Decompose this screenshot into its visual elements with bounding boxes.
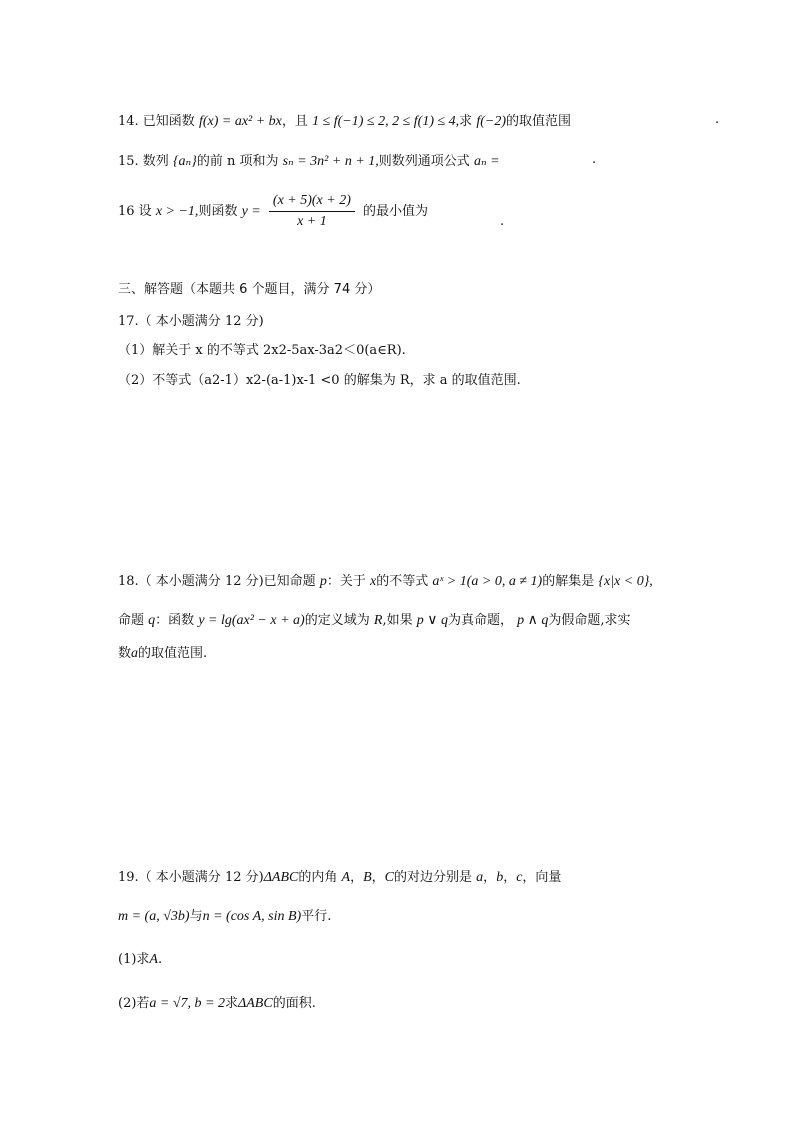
- q14-tail: 的取值范围: [506, 114, 572, 129]
- q14-mid: ，且: [281, 114, 308, 129]
- q18-solution-set: {x|x < 0},: [598, 574, 653, 589]
- q16-tail: 的最小值为: [363, 204, 429, 219]
- q18-R: R: [373, 613, 383, 628]
- question-15: [118, 152, 500, 172]
- question-19-line2: [118, 907, 331, 927]
- q18-q: q: [148, 613, 156, 628]
- q14-condition: 1 ≤ f(−1) ≤ 2, 2 ≤ f(1) ≤ 4,: [312, 114, 460, 129]
- q19-a: a: [476, 870, 484, 885]
- q18-line1-b: ：关于: [326, 574, 366, 589]
- q18-and: p ∧ q: [517, 613, 549, 628]
- question-18-line3: [118, 644, 207, 664]
- q15-end-mark: .: [592, 152, 597, 167]
- q18-line2-f: 为假命题,求实: [548, 613, 631, 628]
- q19-part2-a: (2)若: [118, 996, 150, 1011]
- question-16: [118, 192, 428, 231]
- q16-mid: 则函数: [198, 204, 238, 219]
- q19-vector-n: n = (cos A, sin B): [202, 909, 302, 924]
- q19-part1-A: A: [149, 952, 158, 967]
- q19-C: C: [384, 870, 395, 885]
- q16-number: 16 设: [118, 204, 152, 219]
- q16-denominator: x + 1: [297, 214, 327, 229]
- question-18-line1: [118, 572, 653, 592]
- q18-a: a: [131, 646, 139, 661]
- q18-line3-a: 数: [118, 646, 132, 661]
- q15-sum-formula: sₙ = 3n² + n + 1,: [282, 154, 379, 169]
- q18-line2-c: 的定义域为: [304, 613, 370, 628]
- q19-c: c: [516, 870, 523, 885]
- q17-part2: （2）不等式（a2-1）x2-(a-1)x-1 <0 的解集为 R，求 a 的取值范围.: [118, 373, 521, 388]
- question-19-line1: 19.（ 本小题满分 12 分)ΔABC的内角 A，B，C的对边分别是 a，b，c，向量: [118, 870, 562, 885]
- q18-line1-a: 18.（ 本小题满分 12 分)已知命题: [118, 574, 316, 589]
- q18-inequality: aˣ > 1(a > 0, a ≠ 1): [432, 574, 543, 589]
- question-19-part2: [118, 994, 316, 1014]
- q19-line1-b: 的内角: [298, 870, 338, 885]
- q19-part2-c: 的面积.: [272, 996, 316, 1011]
- q16-numerator: (x + 5)(x + 2): [269, 192, 355, 212]
- q18-line2-b: ：函数: [155, 613, 195, 628]
- q18-function: y = lg(ax² − x + a): [198, 613, 305, 628]
- q15-tail: 则数列通项公式: [378, 154, 470, 169]
- q19-with: 与: [189, 909, 203, 924]
- q16-fraction: [269, 192, 355, 231]
- q18-line2-a: 命题: [118, 613, 145, 628]
- q19-b: b: [496, 870, 504, 885]
- question-19-part1: (1)求A.: [118, 952, 163, 967]
- q15-an: aₙ =: [473, 154, 500, 169]
- q19-part2-condition: a = √7, b = 2: [149, 996, 225, 1011]
- q19-line1-d: ，向量: [522, 870, 562, 885]
- q15-mid: 的前 n 项和为: [196, 154, 279, 169]
- q19-part2-triangle: ΔABC: [238, 996, 273, 1011]
- q19-part1-a: (1)求: [118, 952, 150, 967]
- q19-vector-m: m = (a, √3b): [118, 909, 190, 924]
- q16-condition: x > −1,: [155, 204, 199, 219]
- q18-x: x: [369, 574, 377, 589]
- q19-line1-c: 的对边分别是: [394, 870, 473, 885]
- q19-header: 19.（ 本小题满分 12 分): [118, 870, 264, 885]
- q16-end-mark: .: [500, 214, 505, 229]
- q19-parallel: 平行.: [301, 909, 332, 924]
- q19-A: A: [341, 870, 351, 885]
- q15-sequence: {aₙ}: [172, 154, 197, 169]
- section-3-title: 三、解答题（本题共 6 个题目，满分 74 分）: [118, 282, 381, 297]
- q17-header: 17.（ 本小题满分 12 分): [118, 314, 264, 329]
- q19-B: B: [363, 870, 372, 885]
- question-14: [118, 112, 571, 132]
- q14-end-mark: .: [715, 112, 720, 127]
- q17-part1: （1）解关于 x 的不等式 2x2-5ax-3a2＜0(a∈R).: [118, 343, 406, 358]
- q18-line2-e: 为真命题，: [447, 613, 513, 628]
- q14-target: f(−2): [476, 114, 506, 129]
- q14-ask: 求: [459, 114, 473, 129]
- q18-line1-d: 的解集是: [542, 574, 595, 589]
- q18-or: p ∨ q: [416, 613, 448, 628]
- q18-line2-d: ,如果: [382, 613, 413, 628]
- q18-p: p: [319, 574, 327, 589]
- q18-line1-c: 的不等式: [376, 574, 429, 589]
- q15-number: 15. 数列: [118, 154, 169, 169]
- q16-y: y =: [241, 204, 261, 219]
- q19-triangle: ΔABC: [263, 870, 299, 885]
- q19-part2-b: 求: [225, 996, 239, 1011]
- q18-line3-b: 的取值范围.: [138, 646, 208, 661]
- question-18-line2: [118, 611, 631, 631]
- q14-function: f(x) = ax² + bx: [198, 114, 282, 129]
- q14-number: 14. 已知函数: [118, 114, 195, 129]
